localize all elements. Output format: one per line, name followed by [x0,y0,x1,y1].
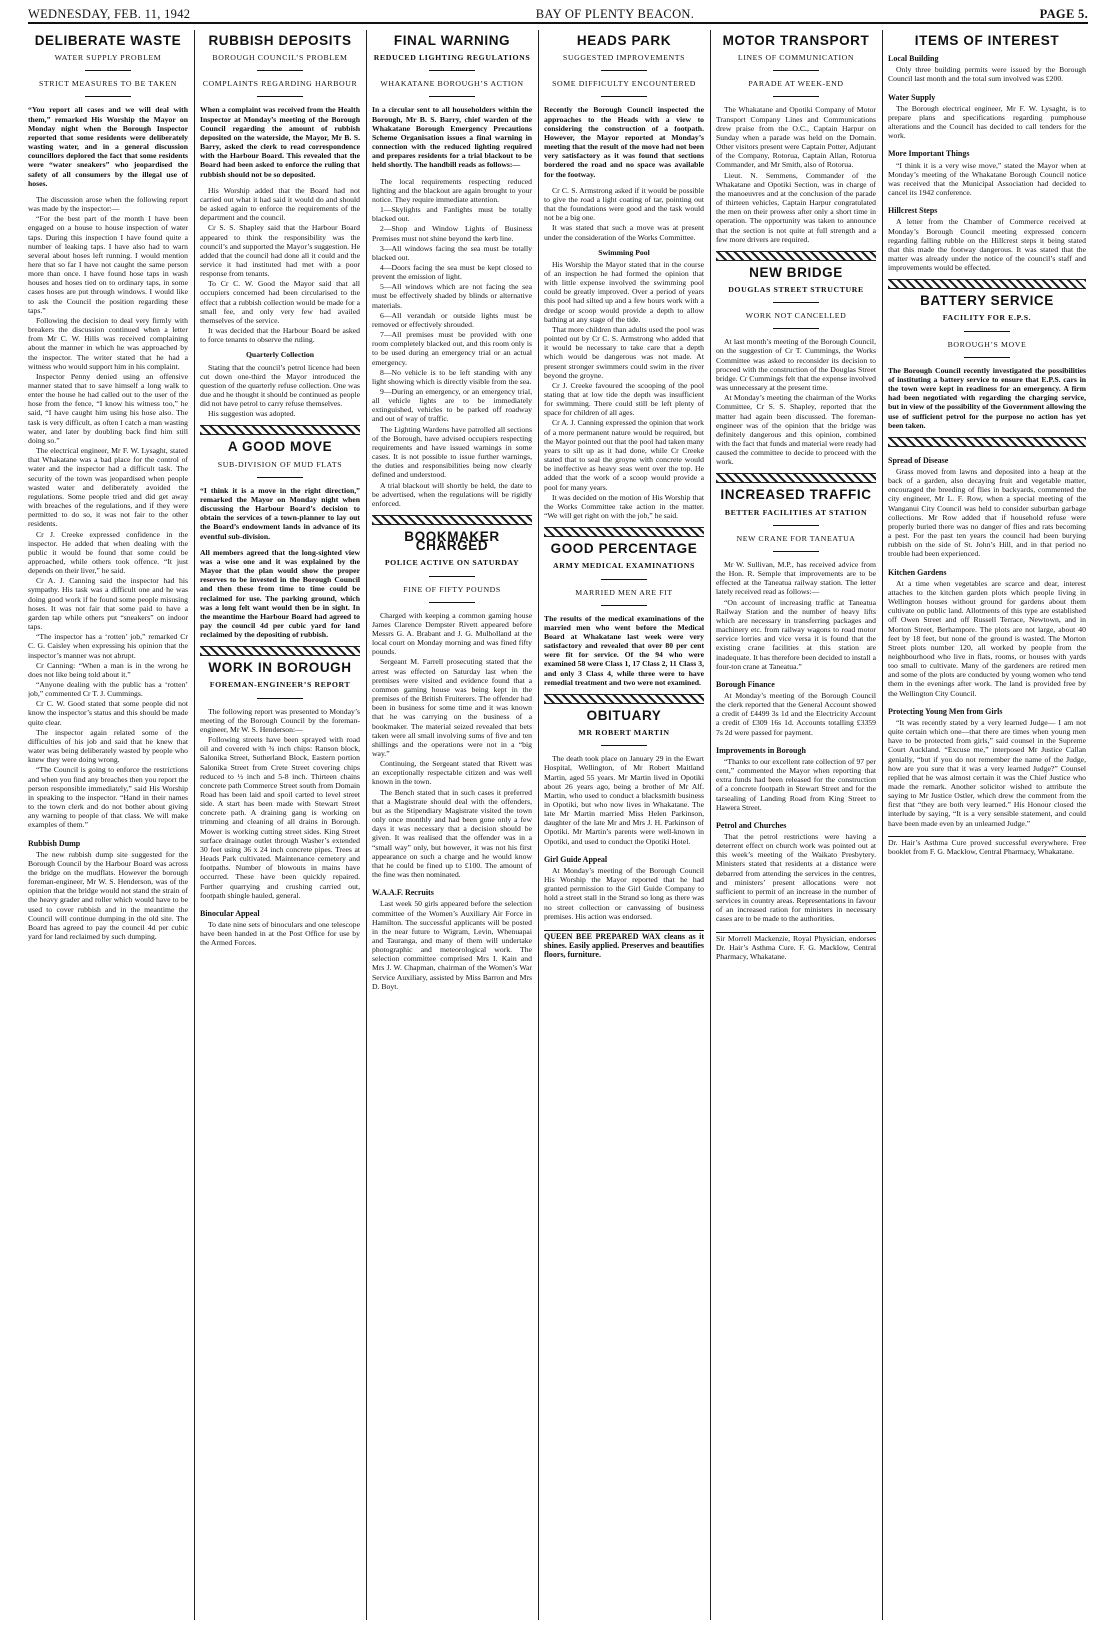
paragraph: Continuing, the Sergeant stated that Rivett was an exceptionally respectable citizen and was well known in the town. [372,759,532,787]
paragraph: His Worship the Mayor stated that in the course of an inspection he had formed the opinion that with little expense involved the swimming pool could be greatly improved. Over a period of years this pool had silted up and a few hours work with a dredge or scoop would provide a depth to allow bathing at any stage of the tide. [544,259,704,324]
article-body [888,65,1086,83]
paragraph: The Bench stated that in such cases it preferred that a Magistrate should deal with the offenders, but as the Stipendiary Magistrate visited the town only once monthly and had been gone only a few days it was necessary that a decision should be given. It was realised that the offender was in a “small way” only, but however, it was not his first appearance on such a charge and he would know that he could be fined up to £100. The amount of the fine was then nominated. [372,787,532,880]
paragraph: Charged with keeping a common gaming house James Clarence Dempster Rivett appeared before Messrs G. A. Brabant and J. G. Mulholland at the local court on Monday morning and was fined fifty pounds. [372,610,532,657]
paragraph: 4—Doors facing the sea must be kept closed to prevent the emission of light. [372,262,532,282]
paragraph: A letter from the Chamber of Commerce received at Monday’s Borough Council meeting expressed concern regarding falling rubble on the Hillcrest steps it being stated that this made the footway dangerous. It was stated that the matter was already under the notice of the council’s staff and improvements would be effected. [888,217,1086,273]
article-subhead: MR ROBERT MARTIN [578,728,670,738]
paragraph: 9—During an emergency, or an emergency trial, all vehicle lights are to be immediately extinguished, vehicles to be parked off roadway and out of way of traffic. [372,387,532,424]
paragraph: To date nine sets of binoculars and one telescope have been handed in at the Post Office for use by the Armed Forces. [200,920,360,948]
divider [257,698,303,699]
article-headline: GOOD PERCENTAGE [550,541,698,557]
paragraph: “It was recently stated by a very learned Judge— I am not quite certain which one—that there are times when young men have to be protected from girls,” said counsel in the Supreme Court Auckland. “Excuse me,” interposed Mr Justice Callan genially, “but if you do not remember the name of the Judge, how are you sure that it was a very learned Judge?” Counsel replied that he was almost certain it was the Chief Justice who made the remark. Another solicitor wished to attribute the saying to Mr Justice Ostler, which drew the comment from the first that “they are both very learned.” His Honour closed the interlude by saying, “It is a very sensible statement, and could have been made even by an unlearned Judge.” [888,717,1086,828]
divider [773,328,819,329]
article-body [200,186,360,345]
article-headline: BATTERY SERVICE [920,293,1054,309]
column-2 [200,30,360,1620]
ornamental-rule [544,527,704,537]
ornamental-rule [888,279,1086,289]
article-body [888,104,1086,141]
article-lead: Recently the Borough Council inspected the approaches to the Heads with a view to considering the construction of a footpath. However, the Mayor reported at Monday’s meeting that the result of the move had not been very satisfactory as it was found that sections bordered the road and no space was available for the footway. [544,105,704,179]
divider [601,579,647,580]
article-headline: DELIBERATE WASTE [34,33,182,48]
paragraph: Only three building permits were issued by the Borough Council last month and the total sum involved was £200. [888,65,1086,84]
paragraph: Cr A. J. Canning said the inspector had his sympathy. His task was a difficult one and he was doing good work if he found some people misusing hoses. It was not fair that some paid to have a garden tap while others put “sneakers” on indoor taps. [28,576,188,632]
paragraph: Grass moved from lawns and deposited into a heap at the back of a garden, also decaying fruit and vegetable matter, encouraged the breeding of flies in backyards, commented the city engineer, Mr L. F. Row, when a special meeting of the Wanganui City Council was held to consider suburban garbage collections. Mr Row added that if household refuse were properly buried there was no danger of flies and rats becoming a pest. For the past ten years the council had been burying rubbish on the side of St. John’s Hill, and in that period no trouble had been experienced. [888,467,1086,559]
article-body [544,754,704,846]
paragraph: 8—No vehicle is to be left standing with any light showing which is directly visible from the sea. [372,367,532,386]
paragraph: “Thanks to our excellent rate collection of 97 per cent,” commented the Mayor when reporting that extra funds had been released for the construction of a concrete footpath in Stewart Street and for the tarsealing of Landing Road from King Street to Hawera Street. [716,756,876,812]
article-body [544,186,704,242]
article-subhead: FOREMAN-ENGINEER’S REPORT [209,680,351,690]
paragraph: It was decided on the motion of His Worship that the Works Committee take action in the matter. “We will get right on with the job,” he said. [544,492,704,521]
divider [257,70,303,71]
article-headline: OBITUARY [586,707,662,723]
article-lead: All members agreed that the long-sighted view was a wise one and it was explained by the Mayor that the plan would show the proper reserves to be invested in the Borough Council and then these from time to time could be reclaimed for use. The parking ground, which was a long felt want would then be in sight. In the meantime the Harbour Board had agreed to pay the council 4d per cubic yard for land reclaimed by the depositing of rubbish. [200,547,360,640]
paragraph: 5—All windows which are not facing the sea must be effectively shaded by blinds or alternative materials. [372,282,532,310]
paragraph: “Anyone dealing with the public has a ‘rotten’ job,” commented Cr T. J. Cummings. [28,680,188,699]
section-subhead: Binocular Appeal [200,908,260,918]
paragraph: 7—All premises must be provided with one room completely blacked out, and this room only is to be used during an emergency trial or an actual emergency. [372,330,532,367]
paragraph: The electrical engineer, Mr F. W. Lysaght, stated that Whakatane was a bad place for the control of water and the inspector had a difficult task. The security of the town was jeopardised when people wasted water and deliberately avoided the regulations. Some people tried and did get away with breaches of the regulations, and if they were permitted to do so, it was not fair to the other residents. [28,446,188,529]
section-subhead: Kitchen Gardens [888,567,947,577]
article-body [28,850,188,942]
article-body [544,866,704,921]
divider [601,96,647,97]
article-subhead: BOROUGH COUNCIL’S PROBLEM [212,53,348,63]
paragraph: 6—All verandah or outside lights must be removed or effectively shrouded. [372,310,532,329]
article-subhead: FACILITY FOR E.P.S. [942,313,1032,323]
divider [429,70,475,71]
ornamental-rule [372,515,532,525]
column-1 [28,30,188,1620]
divider [85,70,131,71]
article-lead: “I think it is a move in the right direction,” remarked the Mayor on Monday night when discussing the Harbour Board’s decision to obtain the services of a town-planner to lay out the Board’s endowment lands in advance of its eventful sub-division. [200,485,360,541]
paragraph: Following the decision to deal very firmly with breakers the discussion continued when a letter from Mr C. W. Hills was received complaining about the manner in which he was approached by the inspector. The writer stated that he had a witness who would support him in his complaint. [28,315,188,371]
paragraph: 3—All windows facing the sea must be totally blacked out. [372,243,532,262]
divider [257,96,303,97]
divider [773,551,819,552]
article-body [372,611,532,880]
paragraph: Lieut. N. Semmens, Commander of the Whakatane and Opotiki Section, was in charge of the manoeuvres and at the conclusion of the parade of thirteen vehicles, Captain Harpur congratulated the men on their prowess after only a short time in operation. The opportunity was taken to announce that the section is not quite at full strength and a few more drivers are required. [716,170,876,244]
paragraph: Following streets have been sprayed with road oil and covered with ¾ inch chips: Ranson block, Salonika Street, Sutherland Block, Eastern portion Salonika Street from Crete Street covering chips reduced to ½ inch and 5-8 inch. Thirteen chains concrete path Commerce Street south from Domain Road has been laid and spoil carted to level street side. A start has been made with Stewart Street concrete path. A draining gang is working on trimming and cleaning of all drains in Borough. Mower is working cutting street sides. King Street surface drainage outlet through Washer’s extended 30 feet using 36 x 24 inch concrete pipes. Trees at Heads Park cultivated. Maintenance cemetery and footpaths. Number of blowouts in mains have occurred. These have been quickly repaired. Further quarrying and crushing carried out, footpath shingle hauled, general. [200,735,360,900]
section-subhead: W.A.A.F. Recruits [372,888,434,898]
article-headline: ITEMS OF INTEREST [914,33,1060,48]
masthead [28,0,1088,24]
ornamental-rule [200,646,360,656]
column-rule [366,30,367,1620]
divider [429,96,475,97]
article-subhead: BOROUGH’S MOVE [947,339,1027,349]
article-body [544,260,704,520]
article-lead: The results of the medical examinations of the married men who went before the Medical Board at Whakatane last week were very satisfactory and revealed that over 80 per cent were fit for service. Of the 94 who were examined 58 were Class 1, 17 Class 2, 11 Class 3, and only 3 Class 4, while three were to have remedial treatment and two were not examined. [544,613,704,687]
paragraph: Cr C. S. Armstrong asked if it would be possible to give the road a light coating of tar, pointing out that the foundations were good and the task would not be a big one. [544,185,704,223]
divider [964,331,1010,332]
article-subhead: PARADE AT WEEK-END [748,79,844,89]
section-subhead: Improvements in Borough [716,745,806,755]
paragraph: The new rubbish dump site suggested for the Borough Council by the Harbour Board was across the bridge on the mudflats. However the borough foreman-engineer, Mr W. S. Henderson, was of the opinion that the bridge would not stand the strain of the heavy grader and roller which would have to be used to cover rubbish and in the meantime the Council will continue dumping in the old site. The Board has agreed to pay the council 4d per cubic yard for land reclaimed by such dumping. [28,849,188,942]
article-headline: NEW BRIDGE [749,264,843,280]
article-body [28,195,188,830]
paragraph: His suggestion was adopted. [208,409,296,419]
paragraph: “The inspector has a ‘rotten’ job,” remarked Cr C. G. Caisley when expressing his opinion that the inspector’s manner was not abrupt. [28,632,188,660]
paragraph: At Monday’s meeting of the Borough Council His Worship the Mayor reported that he had granted permission to the Girl Guide Company to hold a street stall in the Strand so long as there was no street collection or canvassing of business premises. His action was endorsed. [544,865,704,921]
article-body [888,718,1086,828]
advertisement: Sir Morrell Mackenzie, Royal Physician, endorses Dr. Hair’s Asthma Cure. F. G. Macklow, Central Pharmacy, Whakatane. [716,933,876,961]
article-headline: A GOOD MOVE [227,439,333,455]
paragraph: It was decided that the Harbour Board be asked to force tenants to observe the ruling. [200,326,360,345]
advertisement: Dr. Hair’s Asthma Cure proved successful everywhere. Free booklet from F. G. Macklow, Central Pharmacy, Whakatane. [888,837,1086,856]
paragraph: Stating that the council’s petrol licence had been cut down one-third the Mayor introduced the question of the quarterly refuse collection. One was due and he thought it should be continued as people did not have petrol to carry refuse themselves. [200,362,360,409]
article-body [716,337,876,466]
article-subhead: ARMY MEDICAL EXAMINATIONS [553,561,695,571]
article-body [716,560,876,671]
article-subhead: SUB-DIVISION OF MUD FLATS [217,459,343,469]
paragraph: That more children than adults used the pool was pointed out by Cr C. S. Armstrong who added that it would be necessary to take care that a depth which would be dangerous was not made. At present stronger swimmers could swim in the river beyond the groyne. [544,324,704,380]
paragraph: At Monday’s meeting of the Borough Council the clerk reported that the General Account showed a credit of £4499 3s 1d and the Electricity Account a credit of £309 16s 1d. Accounts totalling £3359 7s 2d were passed for payment. [716,690,876,737]
article-subhead: STRICT MEASURES TO BE TAKEN [38,79,178,89]
divider [773,96,819,97]
article-body [200,707,360,900]
article-headline: WORK IN BOROUGH [208,660,352,676]
paragraph: The death took place on January 29 in the Ewart Hospital, Wellington, of Mr Robert Maitland Martin, aged 55 years. Mr Martin lived in Opotiki about 26 years ago, being a brother of Mr Alf. Martin, who used to conduct a blacksmith business in Opotiki, but who now lives in Whakatane. The late Mr Martin married Miss Helen Parkinson, daughter of the late Mr and Mrs J. H. Parkinson of Opotiki. Mr Martin’s parents were well-known in Opotiki, and used to conduct the Opotiki Hotel. [544,754,704,846]
article-subhead: SOME DIFFICULTY ENCOUNTERED [552,79,696,89]
article-subhead: NEW CRANE FOR TANEATUA [736,533,856,543]
paragraph: Cr J. Creeke expressed confidence in the inspector. He added that when dealing with the public it would be found that some could be approached, while others took offence. “It just depends on their liver,” he said. [28,529,188,576]
paragraph: At last month’s meeting of the Borough Council, on the suggestion of Cr T. Cummings, the Works Committee was asked to reconsider its decision to proceed with the construction of the Douglas Street bridge. Cr Cummings felt that the expense involved was unnecessary at the present time. [716,337,876,393]
article-headline: FINAL WARNING [393,33,511,48]
article-subhead: WATER SUPPLY PROBLEM [54,53,162,63]
article-lead: “You report all cases and we will deal with them,” remarked His Worship the Mayor on Monday night when the Borough Inspector reported that some residents were deliberately wasting water, and in a general discussion councillors deplored the fact that some residents were “water sneakers” who jeopardised the safety of all consumers by the illegal use of hoses. [28,105,188,188]
section-subhead: Quarterly Collection [245,350,315,360]
ornamental-rule [544,694,704,704]
divider [601,745,647,746]
article-lead: In a circular sent to all householders within the Borough, Mr B. S. Barry, chief warden of the Whakatane Borough Emergency Precautions Scheme Organisation issues a final warning in connection with the reduced lighting required and prepares residents for a trial blackout to be held shortly. The handbill reads as follows:— [372,105,532,170]
paragraph: 2—Shop and Window Lights of Business Premises must not shine beyond the kerb line. [372,224,532,243]
paragraph: “I think it is a very wise move,” stated the Mayor when at Monday’s meeting of the Whakatane Borough Council notice was received that the Municipal Association had decided to cancel its 1942 conference. [888,160,1086,198]
paragraph: The discussion arose when the following report was made by the inspector:— [28,194,188,214]
divider [773,70,819,71]
issue-date: WEDNESDAY, FEB. 11, 1942 [28,7,191,21]
paragraph: Mr W. Sullivan, M.P., has received advice from the Hon. R. Semple that improvements are to be effected at the Taneatua railway station. The letter lately received read as follows:— [716,559,876,597]
section-subhead: Spread of Disease [888,455,949,465]
article-body [888,161,1086,198]
article-body [716,105,876,243]
column-rule [710,30,711,1620]
ornamental-rule [716,251,876,261]
article-body [716,757,876,812]
section-subhead: Hillcrest Steps [888,206,938,216]
article-headline: RUBBISH DEPOSITS [208,33,352,48]
section-subhead: Borough Finance [716,679,775,689]
article-body [372,177,532,508]
column-6 [888,30,1086,1620]
section-subhead: Local Building [888,54,939,64]
paragraph: The Lighting Wardens have patrolled all sections of the Borough, have advised occupiers respecting requirements and have issued warnings in some cases. It is not possible to issue further warnings, the duties and responsibilities being now clearly defined and understood. [372,424,532,480]
article-body [888,579,1086,698]
article-subhead: WHAKATANE BOROUGH’S ACTION [380,79,524,89]
column-5 [716,30,876,1620]
paragraph: Cr S. S. Shapley said that the Harbour Board appeared to think the responsibility was the council’s and supported the Mayor’s suggestion. He added that the council had done all it could and the service it had instituted had met with a poor response from tenants. [200,223,360,279]
article-subhead: DOUGLAS STREET STRUCTURE [728,284,864,294]
divider [964,357,1010,358]
paragraph: “The Council is going to enforce the restrictions and when you find any breaches then you report the person responsible immediately,” said His Worship in speaking to the inspector. “Hand in their names to the town clerk and do not bother about giving any warning to people of that class. We will make examples of them.” [28,765,188,830]
column-rule [882,30,883,1620]
paragraph: At a time when vegetables are scarce and dear, interest attaches to the kitchen garden plots which people living in Wellington houses without ground for gardens about them cultivate on public land. Allotments of this type are established off Owen Street and off Russell Terrace, Newtown, and in Morton Street, Berhampore. The plots are not large, about 40 feet by 18 feet, but none of the ground is wasted. The Morton Street plots number 120, all worked by people from the neighbourhood who live in flats, rooms, or houses with yards too small to cultivate. Many of the gardeners are retired men and some of the plots are conducted by young women who tend them in the evenings after work. The land is provided free by the Wellington City Council. [888,578,1086,698]
divider [257,477,303,478]
paragraph: Cr A. J. Canning expressed the opinion that work of a more permanent nature would be required, but the Mayor pointed out that the pool had taken many years to silt up as it had done, while Cr Creeke stated that to seal the groyne with concrete would be ineffective as heavy seas went over the top. He added that the work of a scoop would provide a pool for many years. [544,418,704,492]
article-subhead: BETTER FACILITIES AT STATION [724,507,868,517]
article-lead: The Borough Council recently investigated the possibilities of instituting a battery service to ensure that E.P.S. cars in the town were kept in readiness for an emergency. A firm had been negotiated with regarding the charging service, but in view of the possibility of the Government allowing the use of sufficient petrol for the purpose no action has yet been taken. [888,365,1086,430]
paragraph: Cr Canning: “When a man is in the wrong he does not like being told about it.” [28,660,188,679]
divider [601,70,647,71]
paragraph: To Cr C. W. Good the Mayor said that all occupiers concerned had been circularised to the effect that a rubbish collection would be made for a small fee, and only very few had availed themselves of the service. [200,279,360,325]
article-subhead: LINES OF COMMUNICATION [737,53,855,63]
section-subhead: Petrol and Churches [716,820,787,830]
article-headline: INCREASED TRAFFIC [720,487,872,503]
ornamental-rule [716,473,876,483]
section-subhead: Protecting Young Men from Girls [888,706,1003,716]
article-headline: BOOKMAKER CHARGED [404,529,500,554]
column-rule [538,30,539,1620]
article-body [716,832,876,924]
paragraph: “For the best part of the month I have been engaged on a house to house inspection of water taps. During this inspection I have found quite a number of leaking taps. I have also had to warn several about hoses left running. I would mention here that so far I have not caught the same person more than once. I have found hose taps in wash houses and hoses tied on to ordinary taps, in some cases hoses are put through windows. I would like to ask the Council the position regarding these taps.” [28,214,188,315]
article-body [200,920,360,947]
paragraph: Sergeant M. Farrell prosecuting stated that the arrest was effected on Saturday last when the premises were visited and evidence found that a common gaming house was being kept in the premises of the British Fruiterers. The offender had been in business for some time and it was known that he was carrying on the business of a bookmaker. The material seized revealed that bets taken were all small involving sums of five and ten shillings and the operations were not in a “big way.” [372,657,532,758]
divider [601,605,647,606]
divider [85,96,131,97]
paragraph: The Borough electrical engineer, Mr F. W. Lysaght, is to prepare plans and specifications regarding pumphouse alterations and the Council has decided to call tenders for the work. [888,103,1086,141]
paragraph: The following report was presented to Monday’s meeting of the Borough Council by the foreman-engineer, Mr W. S. Henderson:— [200,706,360,734]
divider [773,525,819,526]
section-subhead: More Important Things [888,149,970,159]
ornamental-rule [200,425,360,435]
article-subhead: WORK NOT CANCELLED [745,311,847,321]
paragraph: That the petrol restrictions were having a deterrent effect on church work was pointed out at this week’s meeting of the Waikato Presbytery. Ministers stated that residents at a distance were debarred from attending the services in the centres, and ministers’ present allocations were not sufficient to permit of an increase in the number of services in country areas. Representations in favour of an increased ration for ministers in necessary cases are to be made to the authorities. [716,832,876,924]
column-3 [372,30,532,1620]
article-body [716,691,876,737]
article-headline: MOTOR TRANSPORT [722,33,870,48]
divider [773,302,819,303]
article-subhead: SUGGESTED IMPROVEMENTS [562,53,686,63]
paragraph: At Monday’s meeting the chairman of the Works Committee, Cr S. S. Shapley, reported that the matter had again been discussed. The foreman-engineer was of the opinion that the bridge was definitely dangerous and this opinion, combined with the fact that funds and material were ready had caused the committee to decide to proceed with the work. [716,393,876,467]
column-4 [544,30,704,1620]
paragraph: The local requirements respecting reduced lighting and the blackout are again brought to your notice. They require immediate attention. [372,176,532,204]
ornamental-rule [888,437,1086,447]
article-subhead: MARRIED MEN ARE FIT [575,587,673,597]
paragraph: A trial blackout will shortly be held, the date to be advertised, when the regulations will be rigidly enforced. [372,480,532,508]
paragraph: Cr C. W. Good stated that some people did not know the inspector’s status and this should be made quite clear. [28,699,188,727]
paragraph: It was stated that such a move was at present under the consideration of the Works Committee. [544,223,704,242]
paper-name: BAY OF PLENTY BEACON. [535,7,695,21]
paragraph: Inspector Penny denied using an offensive manner stated that to save himself a long walk to enter the house he had called out to the user of the hose from the fence, “I know his witness too,” he said, “I have caught him using his hose also. The task is very difficult, as often I catch a man wasting water, and later by doubling back find him still doing so.” [28,371,188,445]
section-subhead: Girl Guide Appeal [544,854,608,864]
article-subhead: FINE OF FIFTY POUNDS [403,584,501,594]
article-body [200,363,360,419]
paragraph: 1—Skylights and Fanlights must be totally blacked out. [372,205,532,224]
section-subhead: Water Supply [888,92,936,102]
column-rule [194,30,195,1620]
paragraph: The Whakatane and Opotiki Company of Motor Transport Company Lines and Communications drew praise from the O.C., Captain Harpur on Sunday when a parade was held on the Domain. Other visitors present were Captain Potter, Adjutant of the Company, Rotorua, Captain Allan, Rotorua Commander, and Mr Smith, also of Rotorua. [716,105,876,170]
paragraph: Last week 50 girls appeared before the selection committee of the Women’s Auxiliary Air Force in Hamilton. The successful applicants will be posted in the near future to Wigram, Levin, Whenuapai and Tauranga, and many of them will undertake photographic and meteorological work. The selection committee comprised Mrs I. Kain and Mrs J. W. Chapman, chairman of the Women’s War Service Auxiliary, assisted by Miss Barron and Mrs D. Boyt. [372,899,532,991]
article-headline: HEADS PARK [576,33,672,48]
paragraph: “On account of increasing traffic at Taneatua Railway Station and the number of heavy lifts which are necessary in transferring packages and machinery etc. from railway wagons to road motor service lorries and vice versa it is found that the existing crane facilities at this station are inadequate. It has therefore been decided to install a four-ton crane at Taneatua.” [716,597,876,671]
divider [429,602,475,603]
article-subhead: COMPLAINTS REGARDING HARBOUR [202,79,358,89]
paragraph: Cr J. Creeke favoured the scooping of the pool stating that at low tide the depth was insufficient for swimming. There could still be left plenty of space for children of all ages. [544,380,704,418]
paragraph: The inspector again related some of the difficulties of his job and said that he knew that water was being deliberately wasted by people who knew they were doing wrong. [28,727,188,765]
section-subhead: Rubbish Dump [28,838,81,848]
article-lead: When a complaint was received from the Health Inspector at Monday’s meeting of the Borough Council regarding the amount of rubbish deposited on the waterside, the Mayor, Mr B. S. Barry, asked the clerk to read correspondence with the Harbour Board. This revealed that the Board had been asked to enforce the ruling that rubbish should not be so deposited. [200,105,360,179]
article-body [888,467,1086,559]
advertisement: QUEEN BEE PREPARED WAX cleans as it shines. Easily applied. Preserves and beautifies floors, furniture. [544,931,704,960]
article-body [888,217,1086,272]
paragraph: His Worship added that the Board had not carried out what it had said it would do and should be asked again to enforce the requirements of the department and the council. [200,185,360,223]
page-number: PAGE 5. [1039,7,1088,21]
article-subhead: REDUCED LIGHTING REGULATIONS [373,53,531,63]
divider [429,576,475,577]
section-subhead: Swimming Pool [598,247,650,257]
article-body [372,899,532,991]
article-subhead: POLICE ACTIVE ON SATURDAY [384,558,520,568]
